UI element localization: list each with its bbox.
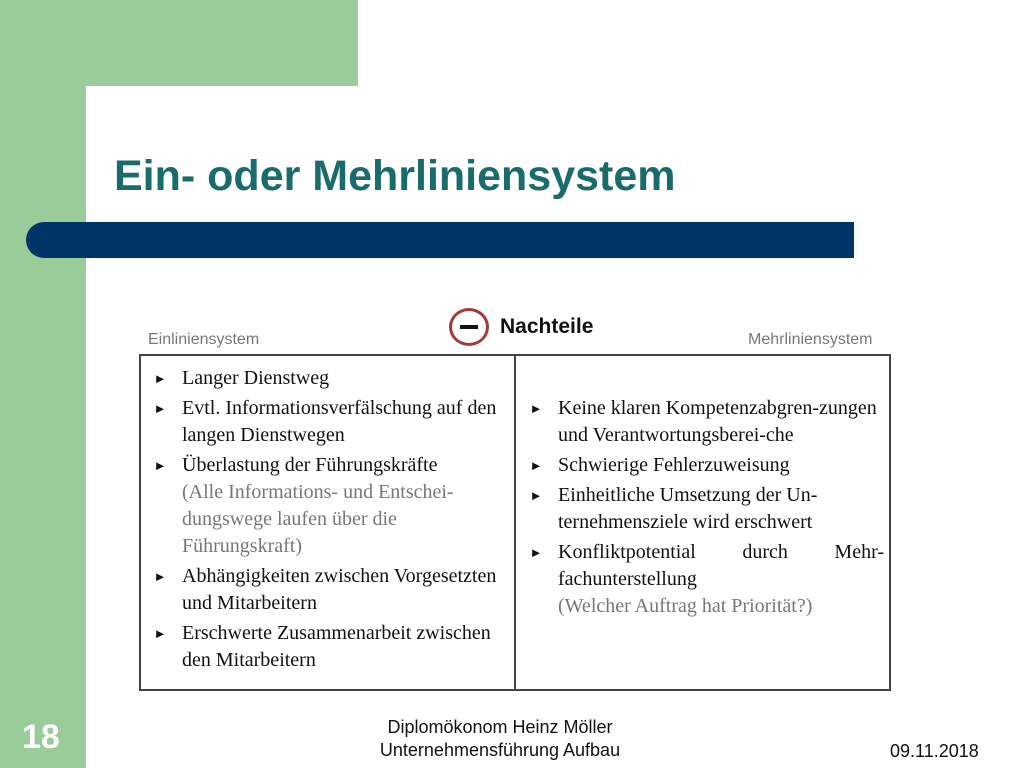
triangle-right-icon: ► [529, 458, 543, 473]
right-column-label: Mehrliniensystem [748, 331, 873, 348]
slide-number: 18 [22, 718, 60, 756]
triangle-right-icon: ► [153, 626, 167, 641]
list-item: ► Abhängigkeiten zwischen Vorgesetzten und Mitarbeitern [153, 565, 497, 614]
title-bar [26, 222, 854, 258]
table-divider [514, 354, 516, 691]
list-item: ► Keine klaren Kompetenzabgren-zungen und Verantwortungsberei-che [529, 397, 877, 446]
minus-circle-icon [449, 308, 489, 346]
list-item: ► Langer Dienstweg [152, 365, 504, 392]
list-item: ► Evtl. Informationsverfälschung auf den langen Dienstwegen [153, 397, 497, 446]
triangle-right-icon: ► [153, 458, 167, 473]
triangle-right-icon: ► [153, 401, 167, 416]
left-column-label: Einliniensystem [148, 331, 260, 348]
green-left-band [0, 0, 86, 768]
right-list [528, 395, 884, 623]
list-item: ► Erschwerte Zusammenarbeit zwischen den Mitarbeitern [153, 622, 491, 671]
left-list [152, 365, 504, 677]
list-item: ► Konfliktpotential durch Mehr- fachunterstellung (Welcher Auftrag hat Priorität?) [528, 539, 884, 620]
list-item-note: (Welcher Auftrag hat Priorität?) [558, 595, 813, 617]
triangle-right-icon: ► [529, 545, 543, 560]
list-item-note: (Alle Informations- und Entschei-dungswege laufen über die Führungskraft) [182, 481, 454, 557]
list-item: ► Schwierige Fehlerzuweisung [528, 452, 884, 479]
list-item: ► Einheitliche Umsetzung der Un-ternehmensziele wird erschwert [529, 484, 818, 533]
slide-title: Ein- oder Mehrliniensystem [114, 152, 676, 200]
footer-author: Diplomökonom Heinz Möller Unternehmensführung Aufbau [379, 717, 621, 760]
list-item: ► Überlastung der Führungskräfte (Alle Informations- und Entschei-dungswege laufen über die Führungskraft) [152, 452, 504, 560]
triangle-right-icon: ► [529, 401, 543, 416]
footer-date: 09.11.2018 [890, 741, 979, 761]
triangle-right-icon: ► [153, 371, 167, 386]
triangle-right-icon: ► [529, 488, 543, 503]
figure-heading: Nachteile [500, 315, 594, 338]
triangle-right-icon: ► [153, 569, 167, 584]
